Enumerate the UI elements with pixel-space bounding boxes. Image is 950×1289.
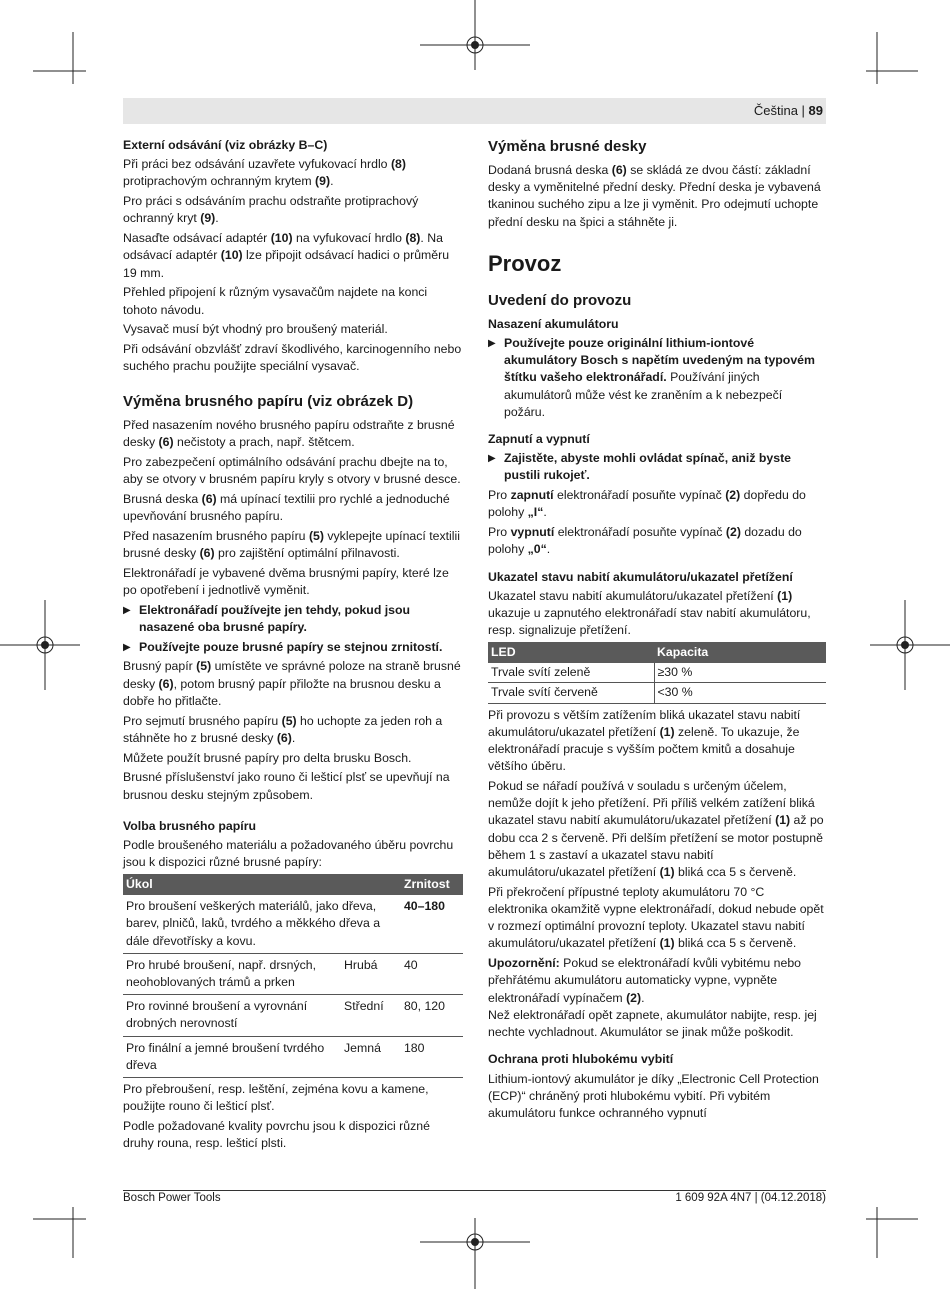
paragraph: Pro sejmutí brusného papíru (5) ho uchopte za jeden roh a stáhněte ho z brusné desky (6). bbox=[123, 713, 443, 745]
table-row: Pro broušení veškerých materiálů, jako dřeva, barev, plničů, laků, tvrdého a měkkého dřeva a dále dřevotřísky a kovu. 40–180 bbox=[123, 895, 463, 953]
table-header-led: LED bbox=[488, 642, 654, 663]
paragraph: Ukazatel stavu nabití akumulátoru/ukazatel přetížení (1) ukazuje u zapnutého elektronářadí stav nabití akumulátoru, resp. signalizuje přetížení. bbox=[488, 588, 811, 638]
section-title-paper-choice: Volba brusného papíru bbox=[123, 818, 256, 833]
grit-table bbox=[123, 874, 463, 1078]
page-header: Čeština | 89 bbox=[753, 103, 823, 118]
bullet-triangle-icon: ▶ bbox=[488, 338, 496, 350]
paragraph: Pro zabezpečení optimálního odsávání prachu dbejte na to, aby se otvory v brusném papíru kryly s otvory v brusné desce. bbox=[123, 454, 461, 486]
paragraph: Před nasazením brusného papíru (5) vyklepejte upínací textilii brusné desky (6) pro zajištění optimální přilnavosti. bbox=[123, 528, 460, 560]
paragraph: Před nasazením nového brusného papíru odstraňte z brusné desky (6) nečistoty a prach, např. štětcem. bbox=[123, 417, 455, 449]
paragraph: Nasaďte odsávací adaptér (10) na vyfukovací hrdlo (8). Na odsávací adaptér (10) lze připojit odsávací hadici o průměru 19 mm. bbox=[123, 231, 450, 280]
warning-bullet: ▶ Elektronářadí používejte jen tehdy, pokud jsou nasazené oba brusné papíry. bbox=[123, 602, 411, 634]
section-title-external-suction: Externí odsávání (viz obrázky B–C) bbox=[123, 138, 328, 152]
paragraph: Pro přebroušení, resp. leštění, zejména kovu a kamene, použijte rouno či lešticí plsť. bbox=[123, 1082, 429, 1114]
page-number: 89 bbox=[808, 103, 823, 118]
table-header-capacity: Kapacita bbox=[654, 642, 826, 663]
section-title-indicator: Ukazatel stavu nabití akumulátoru/ukazatel přetížení bbox=[488, 569, 793, 584]
bullet-triangle-icon: ▶ bbox=[123, 604, 131, 616]
paragraph: Dodaná brusná deska (6) se skládá ze dvou částí: základní desky a vyměnitelné přední desky. Přední deska je vybavená tkaninou suchého zipu a lze ji vyměnit. Pro odejmutí uchopte přední desku na špici a stáhněte ji. bbox=[488, 163, 821, 229]
section-title-deep-discharge: Ochrana proti hlubokému vybití bbox=[488, 1052, 674, 1067]
bullet-triangle-icon: ▶ bbox=[488, 453, 496, 465]
paragraph: Můžete použít brusné papíry pro delta brusku Bosch. bbox=[123, 750, 412, 765]
left-column bbox=[123, 137, 463, 1155]
warning-bullet: ▶ Zajistěte, abyste mohli ovládat spínač, aniž byste pustili rukojeť. bbox=[488, 451, 792, 483]
section-title-paper-change: Výměna brusného papíru (viz obrázek D) bbox=[123, 392, 414, 410]
paragraph: Při provozu s větším zatížením bliká ukazatel stavu nabití akumulátoru/ukazatel přetížení (1) zeleně. To ukazuje, že elektronářadí pracuje s vyšším počtem kmitů a dosahuje většího úběru. bbox=[488, 707, 801, 774]
chapter-title-provoz: Provoz bbox=[488, 250, 562, 276]
header-bar bbox=[123, 98, 826, 124]
footer-rule bbox=[123, 1190, 826, 1191]
paragraph: Než elektronářadí opět zapnete, akumulátor nabijte, resp. jej nechte vychladnout. Akumulátor se jinak může poškodit. bbox=[488, 1007, 817, 1040]
section-title-switch: Zapnutí a vypnutí bbox=[488, 432, 590, 447]
section-title-start: Uvedení do provozu bbox=[488, 291, 632, 309]
paragraph: Podle požadované kvality povrchu jsou k dispozici různé druhy rouna, resp. lešticí plsti. bbox=[123, 1119, 430, 1151]
warning-bullet: ▶ Používejte pouze originální lithium-iontové akumulátory Bosch s napětím uvedeným na typovém štítku vašeho elektronářadí. Používání jiných akumulátorů může vést ke zraněním a k nebezpečí požáru. bbox=[488, 336, 815, 419]
paragraph: Při práci bez odsávání uzavřete vyfukovací hrdlo (8) protiprachovým ochranným krytem (9). bbox=[123, 157, 406, 189]
section-title-plate-change: Výměna brusné desky bbox=[488, 138, 647, 155]
note-paragraph: Upozornění: Pokud se elektronářadí kvůli vybitému nebo přehřátému akumulátoru automaticky vypne, vypněte elektronářadí vypínačem (2). bbox=[488, 956, 802, 1005]
paragraph: Při překročení přípustné teploty akumulátoru 70 °C elektronika okamžitě vypne elektronářadí, dokud nebude opět v rozmezí optimální provozní teploty. Ukazatel stavu nabití akumulátoru/ukazatel přetížení (1) bliká cca 5 s červeně. bbox=[488, 884, 824, 951]
paragraph: Pro zapnutí elektronářadí posuňte vypínač (2) dopředu do polohy „I“. bbox=[488, 488, 806, 520]
table-row: Pro finální a jemné broušení tvrdého dřeva Jemná 180 bbox=[123, 1036, 463, 1077]
bullet-triangle-icon: ▶ bbox=[123, 641, 131, 653]
paragraph: Vysavač musí být vhodný pro broušený materiál. bbox=[123, 322, 388, 337]
paragraph: Lithium-iontový akumulátor je díky „Electronic Cell Protection (ECP)“ chráněný proti hlubokému vybití. Při vybitém akumulátoru funkce ochranného vypnutí bbox=[488, 1071, 819, 1120]
table-header-grit: Zrnitost bbox=[401, 874, 463, 895]
paragraph: Podle broušeného materiálu a požadovaného úběru povrchu jsou k dispozici různé brusné papíry: bbox=[123, 838, 454, 870]
paragraph: Brusná deska (6) má upínací textilii pro rychlé a jednoduché upevňování brusného papíru. bbox=[123, 491, 450, 523]
paragraph: Při odsávání obzvlášť zdraví škodlivého, karcinogenního nebo suchého prachu použijte speciální vysavač. bbox=[123, 342, 462, 374]
led-table bbox=[488, 642, 826, 704]
paragraph: Pokud se nářadí používá v souladu s určeným účelem, nemůže dojít k jeho přetížení. Při příliš velkém zatížení bliká ukazatel stavu nabití akumulátoru/ukazatel přetížení (1) až po dobu cca 2 s červeně. Při delším přetížení se motor postupně během 1 s zastaví a ukazatel stavu nabití akumulátoru/ukazatel přetížení (1) bliká cca 5 s červeně. bbox=[488, 779, 824, 880]
right-column bbox=[488, 137, 826, 1125]
paragraph: Přehled připojení k různým vysavačům najdete na konci tohoto návodu. bbox=[123, 285, 428, 317]
paragraph: Pro práci s odsáváním prachu odstraňte protiprachový ochranný kryt (9). bbox=[123, 194, 419, 226]
table-row: Trvale svítí zeleně ≥30 % bbox=[488, 663, 826, 683]
paragraph: Pro vypnutí elektronářadí posuňte vypínač (2) dozadu do polohy „0“. bbox=[488, 525, 802, 557]
header-language: Čeština bbox=[753, 103, 798, 118]
paragraph: Elektronářadí je vybavené dvěma brusnými papíry, které lze po opotřebení i jednotlivě vyměnit. bbox=[123, 565, 449, 597]
table-row: Pro hrubé broušení, např. drsných, neohoblovaných trámů a prken Hrubá 40 bbox=[123, 953, 463, 994]
table-row: Trvale svítí červeně <30 % bbox=[488, 683, 826, 703]
footer-doc-number: 1 609 92A 4N7 | (04.12.2018) bbox=[675, 1192, 826, 1204]
paragraph: Brusné příslušenství jako rouno či lešticí plsť se upevňují na brusnou desku stejným způsobem. bbox=[123, 770, 450, 802]
footer-brand: Bosch Power Tools bbox=[123, 1192, 221, 1204]
section-title-battery: Nasazení akumulátoru bbox=[488, 316, 619, 331]
table-row: Pro rovinné broušení a vyrovnání drobných nerovností Střední 80, 120 bbox=[123, 995, 463, 1036]
paragraph: Brusný papír (5) umístěte ve správné poloze na straně brusné desky (6), potom brusný papír přiložte na brusnou desku a dobře ho přitlačte. bbox=[123, 659, 461, 708]
warning-bullet: ▶ Používejte pouze brusné papíry se stejnou zrnitostí. bbox=[123, 639, 463, 656]
table-header-task: Úkol bbox=[123, 874, 401, 895]
